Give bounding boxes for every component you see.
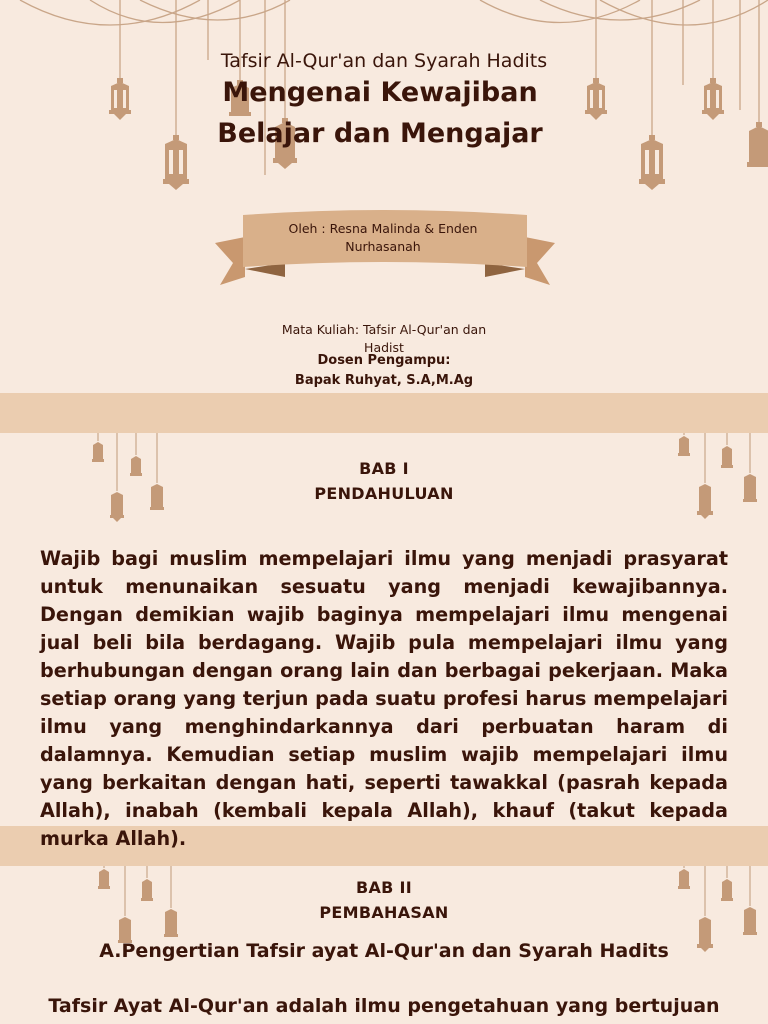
section-a-heading: A.Pengertian Tafsir ayat Al-Qur'an dan Syarah Hadits — [99, 940, 669, 962]
document-title — [150, 72, 610, 154]
lecturer-name: Bapak Ruhyat, S.A,M.Ag — [294, 373, 474, 388]
lecturer-label: Dosen Pengampu: — [317, 353, 451, 368]
author-credit: Oleh : Resna Malinda & Enden Nurhasanah — [288, 221, 478, 254]
chapter-2-title: PEMBAHASAN — [319, 903, 449, 922]
chapter-2-paragraph: Tafsir Ayat Al-Qur'an adalah ilmu pengetahuan yang bertujuan — [48, 995, 720, 1017]
document-subtitle: Tafsir Al-Qur'an dan Syarah Hadits — [220, 50, 548, 72]
chapter-1-title: PENDAHULUAN — [314, 484, 454, 503]
course-name: Mata Kuliah: Tafsir Al-Qur'an dan Hadist — [281, 322, 487, 355]
chapter-2-heading — [0, 875, 768, 925]
chapter-1-heading — [0, 456, 768, 506]
chapter-2-number: BAB II — [355, 878, 413, 897]
chapter-1-number: BAB I — [359, 459, 409, 478]
divider-band — [0, 393, 768, 433]
title-line-1: Mengenai Kewajiban — [222, 77, 538, 108]
title-line-2: Belajar dan Mengajar — [217, 118, 543, 149]
chapter-1-paragraph: Wajib bagi muslim mempelajari ilmu yang menjadi prasyarat untuk menunaikan sesuatu yang menjadi kewajibannya. Dengan demikian wajib baginya mempelajari ilmu mengenai jual beli bila berdagang. Wajib pula mempelajari ilmu yang berhubungan dengan orang lain dan berbagai pekerjaan. Maka setiap orang yang terjun pada suatu profesi harus mempelajari ilmu yang menghindarkannya dari perbuatan haram di dalamnya. Kemudian setiap muslim wajib mempelajari ilmu yang berkaitan dengan hati, seperti tawakkal (pasrah kepada Allah), inabah (kembali kepala Allah), khauf (takut kepada murka Allah). — [40, 547, 728, 850]
